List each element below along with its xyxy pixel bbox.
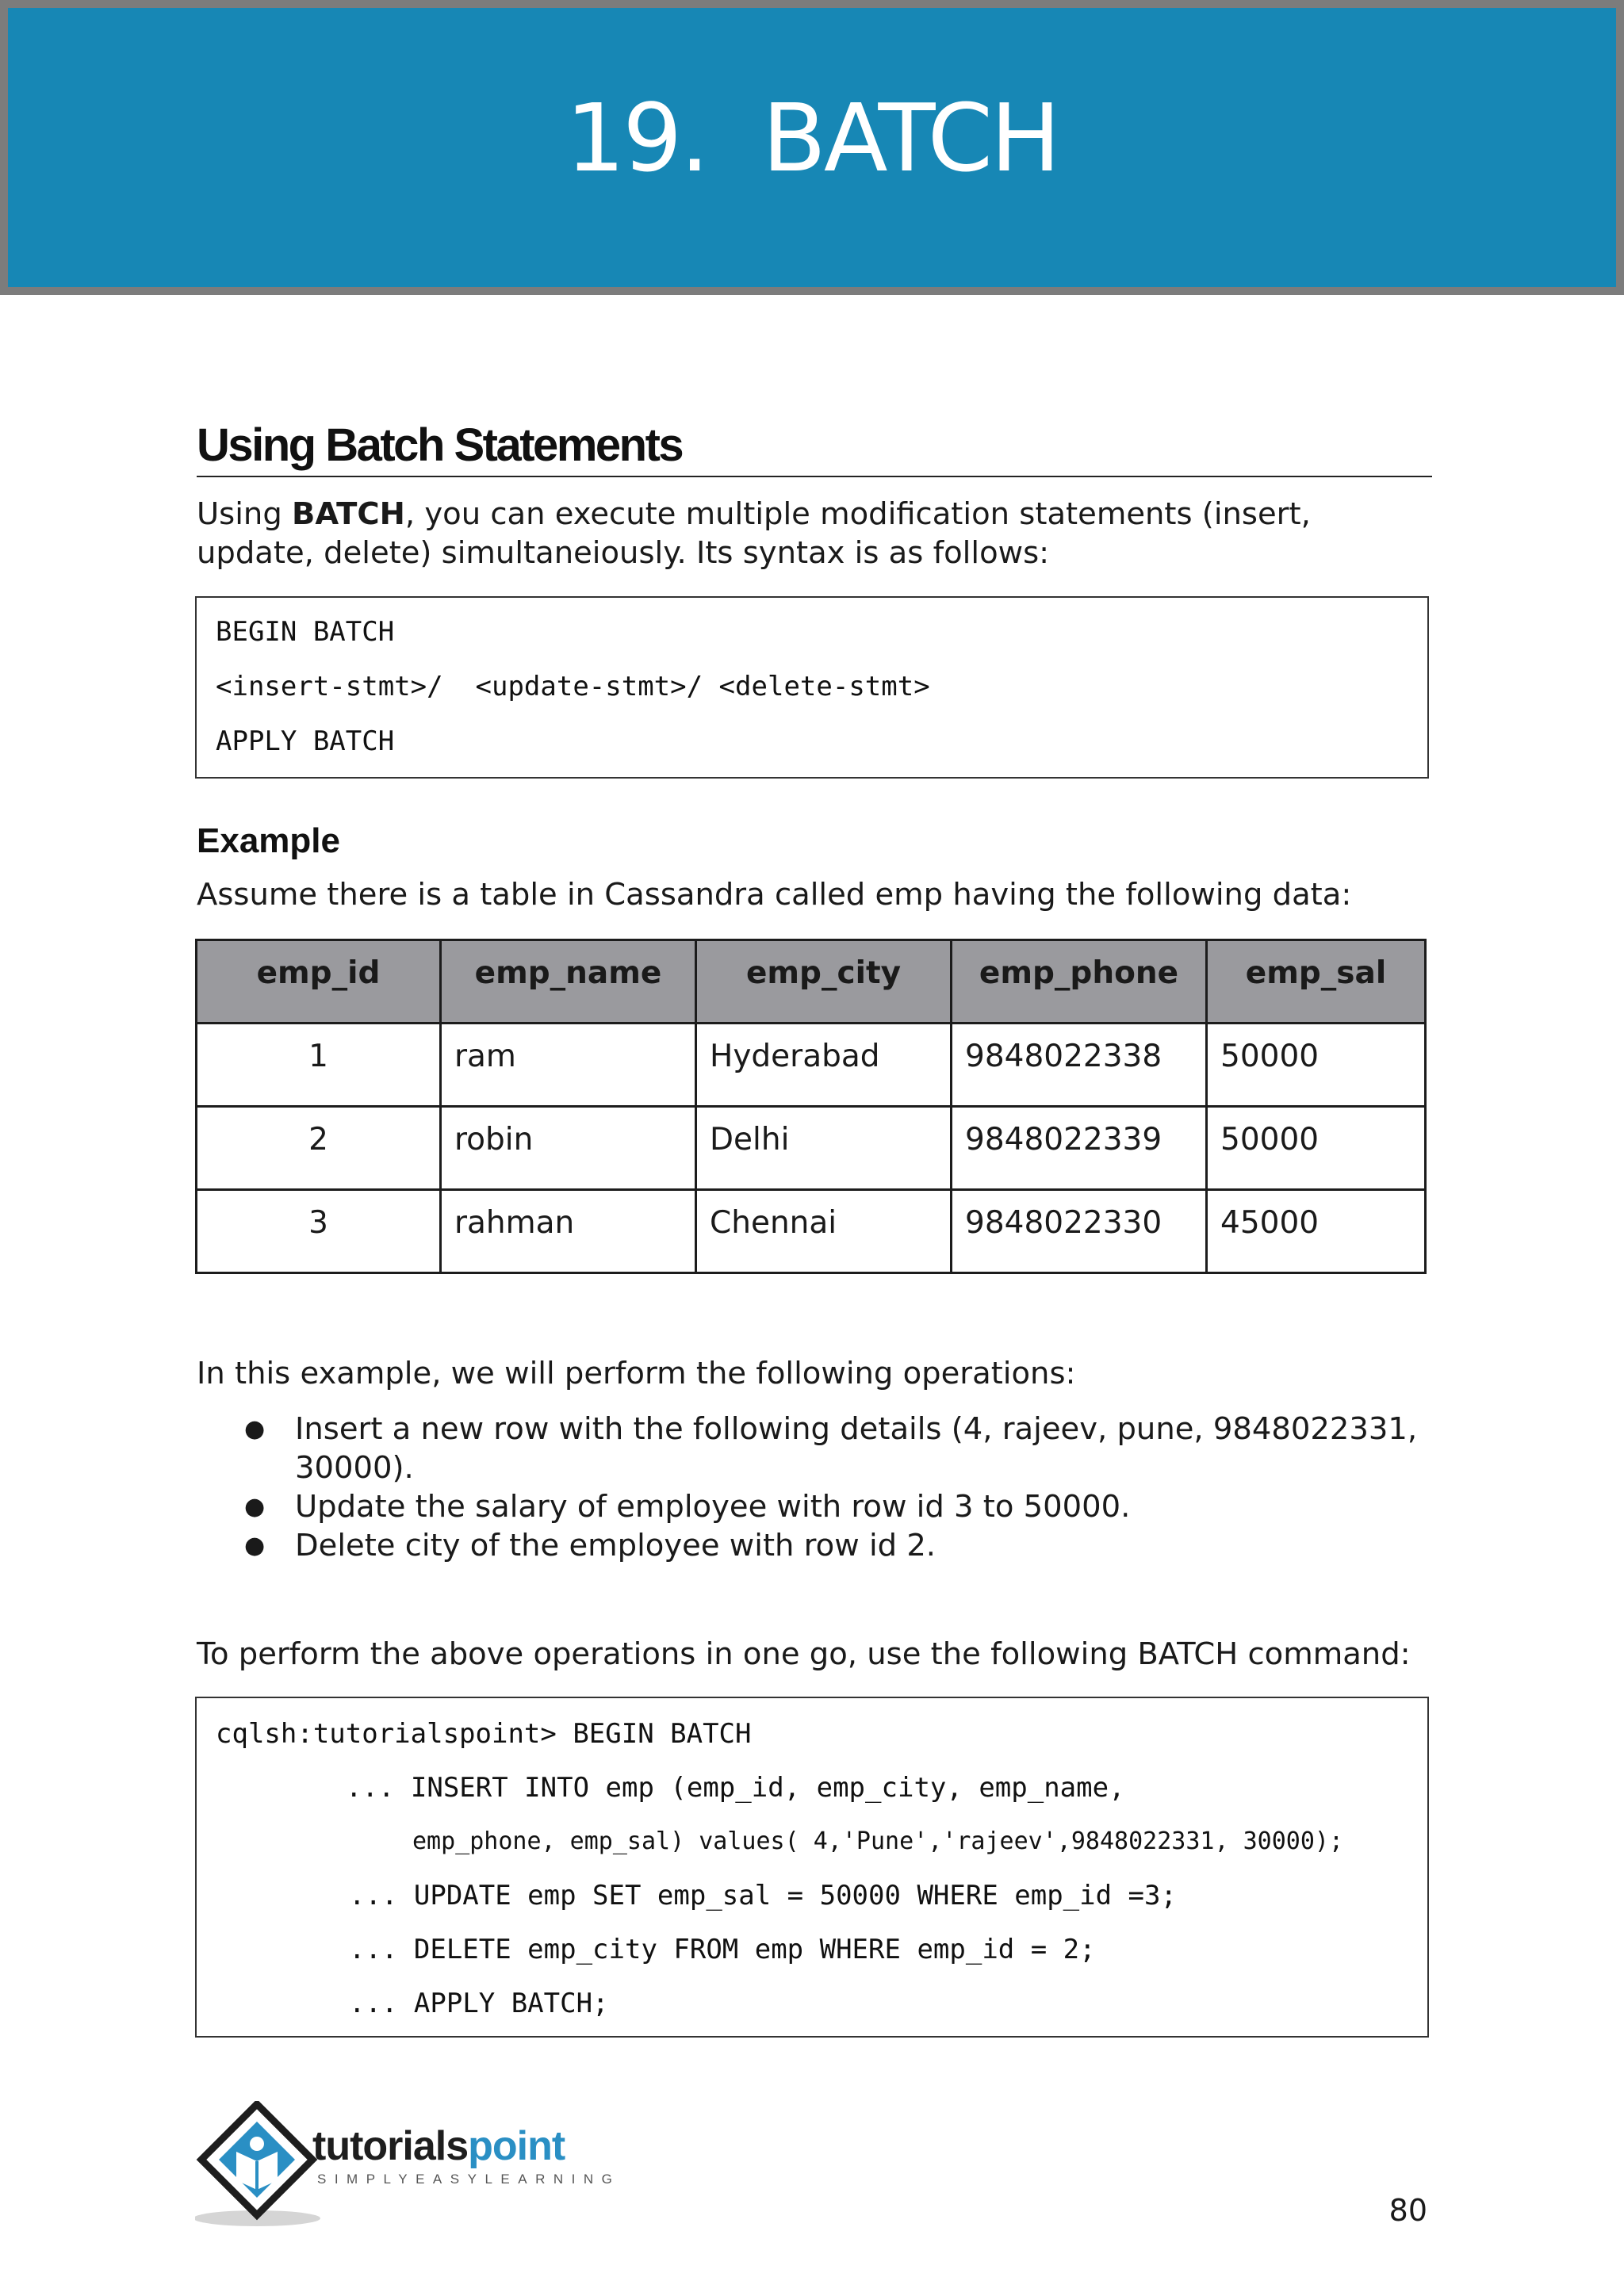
table-header-row bbox=[197, 940, 1426, 1024]
column-header: emp_phone bbox=[952, 940, 1207, 1024]
list-item-text: Delete city of the employee with row id 2. bbox=[295, 1528, 936, 1563]
intro-paragraph bbox=[197, 495, 1434, 572]
code-line: emp_phone, emp_sal) values( 4,'Pune','rajeev',9848022331, 30000); bbox=[412, 1827, 1343, 1855]
table-cell: 9848022339 bbox=[952, 1107, 1207, 1190]
table-cell: 1 bbox=[197, 1024, 441, 1107]
table-row bbox=[197, 1024, 1426, 1107]
table-cell: 9848022338 bbox=[952, 1024, 1207, 1107]
table-cell: 50000 bbox=[1207, 1107, 1426, 1190]
table-cell: 3 bbox=[197, 1190, 441, 1273]
syntax-code-block bbox=[195, 596, 1429, 779]
chapter-name: BATCH bbox=[761, 83, 1059, 193]
bullet-icon: ● bbox=[244, 1532, 266, 1559]
table-cell: Hyderabad bbox=[696, 1024, 952, 1107]
emp-table bbox=[195, 939, 1427, 1274]
list-item-text: Update the salary of employee with row id 3 to 50000. bbox=[295, 1489, 1131, 1525]
list-item-text: Insert a new row with the following details (4, rajeev, pune, 9848022331, 30000). bbox=[295, 1411, 1418, 1486]
chapter-number: 19. bbox=[565, 83, 707, 193]
logo-brand-dark: tutorials bbox=[312, 2123, 469, 2169]
table-cell: 9848022330 bbox=[952, 1190, 1207, 1273]
code-line: <insert-stmt>/ <update-stmt>/ <delete-stmt> bbox=[216, 671, 930, 702]
code-line: ... APPLY BATCH; bbox=[349, 1988, 609, 2019]
page-number: 80 bbox=[1388, 2193, 1427, 2228]
column-header: emp_name bbox=[441, 940, 696, 1024]
table-cell: ram bbox=[441, 1024, 696, 1107]
table-cell: 2 bbox=[197, 1107, 441, 1190]
operations-intro: In this example, we will perform the following operations: bbox=[197, 1356, 1076, 1391]
example-heading: Example bbox=[197, 821, 340, 860]
tutorialspoint-logo bbox=[195, 2101, 615, 2228]
table-row bbox=[197, 1190, 1426, 1273]
table-row bbox=[197, 1107, 1426, 1190]
column-header: emp_city bbox=[696, 940, 952, 1024]
chapter-banner bbox=[0, 0, 1624, 295]
list-item bbox=[197, 1410, 1434, 1487]
table-cell: 45000 bbox=[1207, 1190, 1426, 1273]
list-item bbox=[197, 1487, 1434, 1526]
column-header: emp_sal bbox=[1207, 940, 1426, 1024]
batch-code-block bbox=[195, 1697, 1429, 2038]
example-intro: Assume there is a table in Cassandra called emp having the following data: bbox=[197, 877, 1352, 913]
logo-tagline: SIMPLYEASYLEARNING bbox=[317, 2172, 615, 2187]
bullet-icon: ● bbox=[244, 1493, 266, 1521]
intro-keyword: BATCH bbox=[292, 496, 405, 532]
reader-head-icon bbox=[250, 2137, 264, 2151]
table-cell: 50000 bbox=[1207, 1024, 1426, 1107]
intro-suffix: , you can execute multiple modification statements (insert, update, delete) simultaneiously. Its syntax is as follows: bbox=[197, 496, 1311, 571]
code-line: ... UPDATE emp SET emp_sal = 50000 WHERE emp_id =3; bbox=[349, 1880, 1177, 1911]
logo-brand-text bbox=[312, 2123, 565, 2169]
column-header: emp_id bbox=[197, 940, 441, 1024]
table-cell: Delhi bbox=[696, 1107, 952, 1190]
code-line: APPLY BATCH bbox=[216, 725, 395, 757]
table-cell: robin bbox=[441, 1107, 696, 1190]
operations-list bbox=[197, 1410, 1434, 1565]
bullet-icon: ● bbox=[244, 1415, 266, 1443]
intro-prefix: Using bbox=[197, 496, 293, 532]
logo-brand-light: point bbox=[468, 2123, 565, 2169]
code-line: cqlsh:tutorialspoint> BEGIN BATCH bbox=[216, 1718, 752, 1750]
table-cell: Chennai bbox=[696, 1190, 952, 1273]
logo-graphic bbox=[195, 2101, 615, 2228]
code-line: ... INSERT INTO emp (emp_id, emp_city, emp_name, bbox=[346, 1772, 1125, 1804]
code-line: ... DELETE emp_city FROM emp WHERE emp_id = 2; bbox=[349, 1934, 1096, 1965]
section-heading: Using Batch Statements bbox=[197, 420, 1432, 477]
table-cell: rahman bbox=[441, 1190, 696, 1273]
batch-intro: To perform the above operations in one go, use the following BATCH command: bbox=[197, 1636, 1411, 1672]
code-line: BEGIN BATCH bbox=[216, 616, 395, 648]
chapter-title bbox=[8, 83, 1616, 193]
list-item bbox=[197, 1526, 1434, 1565]
